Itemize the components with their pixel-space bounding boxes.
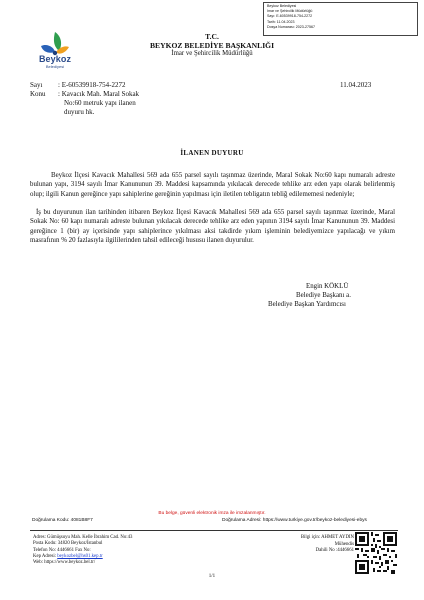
signatory-title: Belediye Başkan Yardımcısı [268,301,346,308]
stamp-line: Sayı: E-60539918-754-2272 [267,14,313,19]
footer-divider [30,530,398,531]
verification-code: Doğrulama Kodu: 4081B8F7 [32,518,93,523]
postal-code-line: Posta Kodu: 34820 Beykoz/İstanbul [33,541,103,547]
signatory-name: Engin KÖKLÜ [306,283,349,290]
header-organization: BEYKOZ BELEDİYE BAŞKANLIĞI [149,41,275,50]
address-line: Adres: Gümüşsuyu Mah. Kelle İbrahim Cad. No:43 [33,535,133,540]
info-line: Bilgi için: AHMET AYDIN [300,535,354,540]
web-line[interactable]: Web: https://www.beykoz.bel.tr/ [33,560,96,566]
logo-wordmark: Beykoz [38,54,72,64]
kep-label: Kep Adresi: [33,553,58,559]
document-stamp-box [263,2,418,36]
stamp-line: Dosya Numarası: 2023-27567 [267,24,315,29]
konu-value [58,90,178,117]
info-line: Mühendis [334,541,354,547]
document-date: 11.04.2023 [340,81,372,89]
signatory-title: Belediye Başkanı a. [296,292,351,299]
body-paragraph-2: İş bu duyurunun ilan tarihinden itibaren Beykoz İlçesi Kavacık Mahallesi 569 ada 655 parsel sayılı taşınmaz üzerinde, Maral Sokak No: 60 kapı numaralı adreste bulunan yıkılacak derecede tehlike arz eden yapının 3194 sayılı İmar Kanununun 39. Maddesi gereğince 1 (bir) ay içerisinde yapı sahiplerince yıkılması aksi takdirde yıkım işleminin belediyemizce yapılacağı ve yıkım masrafının % 20 fazlasıyla ilgililerinden tahsil edileceği hususu ilanen duyurulur. [30,209,395,244]
kep-address-link[interactable]: beykozbel@hs01.kep.tr [57,553,103,559]
e-signature-notice: Bu belge, güvenli elektronik imza ile imzalanmıştır. [158,511,266,516]
document-title: İLANEN DUYURU [180,149,244,157]
qr-code-icon [355,532,397,574]
contact-info-block [290,535,354,555]
konu-line: duyuru hk. [64,108,95,116]
contact-address-block [33,535,132,566]
stamp-line: Tarih: 11.04.2023 [267,19,295,24]
body-paragraph-1: Beykoz İlçesi Kavacık Mahallesi 569 ada 655 parsel sayılı taşınmaz üzerinde, Maral Sokak No:60 kapı numaralı adreste bulunan yapı, 3194 sayılı İmar Kanununun 39. Maddesi kapsamında yıkılacak derecede tehlike arz eden yapı olarak belirlenmiş olup; ilgili Kanun gereğince yapı sahiplerine gereğinin yapılması için iletilen tebligatın tebliğ edilememesi nedeniyle; [30,172,395,198]
phone-line: Telefon No: 4446661 Fax No: [33,547,91,553]
sayi-value: : E-60539918-754-2272 [58,81,126,89]
header-department: İmar ve Şehircilik Müdürlüğü [171,50,253,57]
verification-address: Doğrulama Adresi: https://www.turkiye.gov.tr/beykoz-belediyesi-ebys [222,518,367,523]
konu-line: : Kavacık Mah. Maral Sokak [58,90,140,98]
header-tc: T.C. [205,32,219,41]
logo-subtitle: Belediyesi [45,64,65,69]
stamp-line: İmar ve Şehircilik Müdürlüğü [267,9,313,14]
stamp-line: Beykoz Belediyesi [267,4,297,8]
konu-line: No:60 metruk yapı ilanen [64,99,136,107]
sayi-label: Sayı [30,81,43,89]
konu-label: Konu [30,90,46,98]
page-number: 1/1 [208,574,216,579]
info-line: Dahili No :4446661 [315,548,354,554]
